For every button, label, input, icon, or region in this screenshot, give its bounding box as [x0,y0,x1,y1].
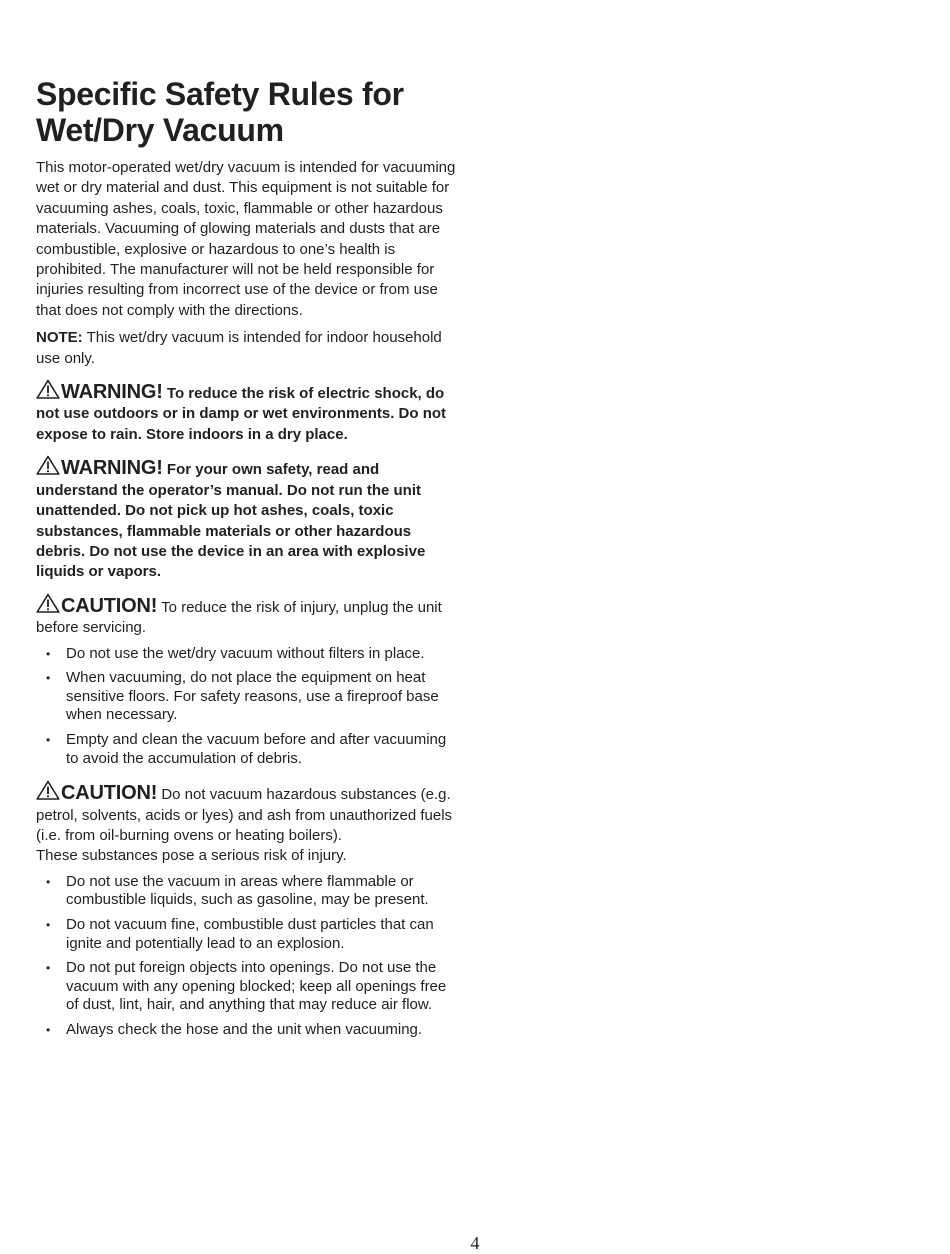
warning-triangle-icon [36,780,60,800]
caution-hazardous-substances [36,780,460,867]
caution-unplug-list [36,645,460,769]
caution-text: To reduce the risk of injury, unplug the unit before servicing. [36,598,442,637]
caution-hazardous-list [36,873,460,1040]
list-item-text: When vacuuming, do not place the equipment on heat sensitive floors. For safety reasons, use a fireproof base when necessary. [66,669,439,724]
list-item-text: Do not vacuum fine, combustible dust particles that can ignite and potentially lead to an explosion. [66,915,434,952]
caution-unplug [36,593,460,639]
list-item-text: Do not use the vacuum in areas where flammable or combustible liquids, such as gasoline, may be present. [66,872,429,909]
warning-heading: WARNING! [61,381,163,404]
note-text: This wet/dry vacuum is intended for indoor household use only. [36,329,442,367]
caution-text-continued: These substances pose a serious risk of injury. [36,847,347,865]
list-item [36,873,460,910]
caution-text: Do not vacuum hazardous substances (e.g. petrol, solvents, acids or lyes) and ash from unauthorized fuels (i.e. from oil-burning ovens or heating boilers). [36,786,453,844]
list-item [36,959,460,1015]
page-title: Specific Safety Rules for Wet/Dry Vacuum [36,76,404,148]
warning-triangle-icon [36,455,60,475]
note-label: NOTE: [36,329,83,347]
warning-operator-safety [36,455,460,582]
list-item [36,1021,460,1040]
caution-heading: CAUTION! [61,782,158,805]
list-item-text: Always check the hose and the unit when vacuuming. [66,1020,423,1038]
list-item-text: Empty and clean the vacuum before and after vacuuming to avoid the accumulation of debris. [66,730,447,767]
warning-text: To reduce the risk of electric shock, do not use outdoors or in damp or wet environments. Do not expose to rain. Store indoors in a dry place. [36,385,447,443]
list-item-text: Do not put foreign objects into openings. Do not use the vacuum with any opening blocked; keep all openings free of dust, lint, hair, and anything that may reduce air flow. [66,959,447,1014]
list-item [36,731,460,768]
intro-paragraph: This motor-operated wet/dry vacuum is intended for vacuuming wet or dry material and dust. This equipment is not suitable for vacuuming ashes, coals, toxic, flammable or other hazardous materials. Vacuuming of glowing materials and dusts that are combustible, explosive or hazardous to one’s health is prohibited. The manufacturer will not be held responsible for injuries resulting from incorrect use of the device or from use that does not comply with the directions. [36,159,456,319]
list-item [36,916,460,953]
bullet-glyph: • [46,1022,51,1037]
caution-heading: CAUTION! [61,594,158,617]
warning-electric-shock [36,379,460,445]
list-item [36,669,460,725]
warning-text: For your own safety, read and understand the operator’s manual. Do not run the unit unattended. Do not pick up hot ashes, coals, toxic substances, flammable materials or other hazardous debris. Do not use the device in an area with explosive liquids or vapors. [36,461,426,581]
bullet-glyph: • [46,874,51,889]
note-paragraph [36,328,460,369]
bullet-glyph: • [46,732,51,747]
bullet-glyph: • [46,646,51,661]
list-item [36,645,460,664]
warning-triangle-icon [36,593,60,613]
warning-heading: WARNING! [61,457,163,480]
safety-rules-section [36,76,460,1045]
bullet-glyph: • [46,917,51,932]
bullet-glyph: • [46,961,51,976]
bullet-glyph: • [46,671,51,686]
page-number: 4 [470,1233,480,1253]
list-item-text: Do not use the wet/dry vacuum without filters in place. [66,644,425,662]
warning-triangle-icon [36,379,60,399]
